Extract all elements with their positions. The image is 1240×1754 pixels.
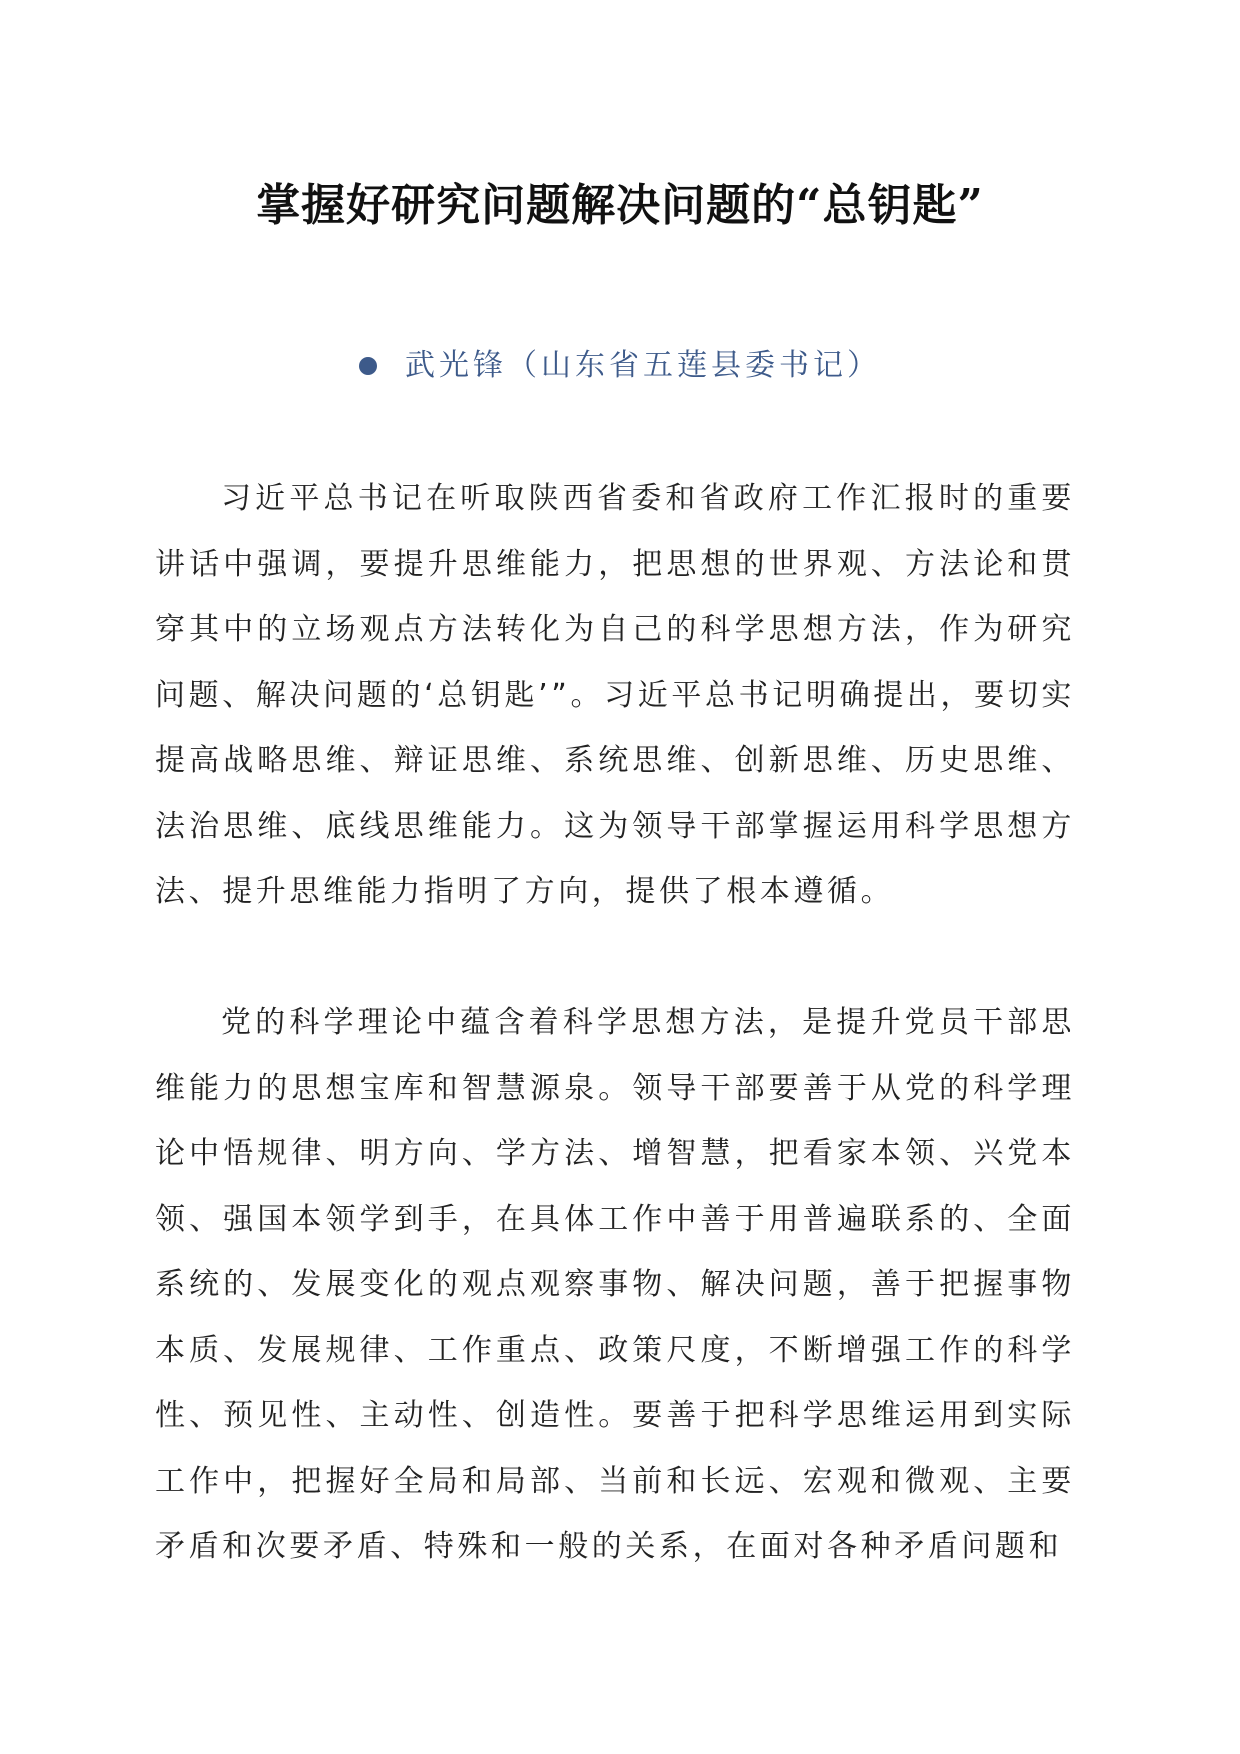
bullet-dot-icon (359, 357, 377, 375)
author-byline (0, 344, 1240, 388)
paragraph-2: 党的科学理论中蕴含着科学思想方法，是提升党员干部思维能力的思想宝库和智慧源泉。领导干部要善于从党的科学理论中悟规律、明方向、学方法、增智慧，把看家本领、兴党本领、强国本领学到手，在具体工作中善于用普遍联系的、全面系统的、发展变化的观点观察事物、解决问题，善于把握事物本质、发展规律、工作重点、政策尺度，不断增强工作的科学性、预见性、主动性、创造性。要善于把科学思维运用到实际工作中，把握好全局和局部、当前和长远、宏观和微观、主要矛盾和次要矛盾、特殊和一般的关系，在面对各种矛盾问题和 (155, 1005, 1075, 1564)
author-text: 武光锋（山东省五莲县委书记） (405, 348, 881, 383)
paragraph-1: 习近平总书记在听取陕西省委和省政府工作汇报时的重要讲话中强调，要提升思维能力，把思想的世界观、方法论和贯穿其中的立场观点方法转化为自己的科学思想方法，作为研究问题、解决问题的‘总钥匙’”。习近平总书记明确提出，要切实提高战略思维、辩证思维、系统思维、创新思维、历史思维、法治思维、底线思维能力。这为领导干部掌握运用科学思想方法、提升思维能力指明了方向，提供了根本遵循。 (155, 481, 1075, 909)
article-title: 掌握好研究问题解决问题的“总钥匙” (256, 180, 984, 231)
